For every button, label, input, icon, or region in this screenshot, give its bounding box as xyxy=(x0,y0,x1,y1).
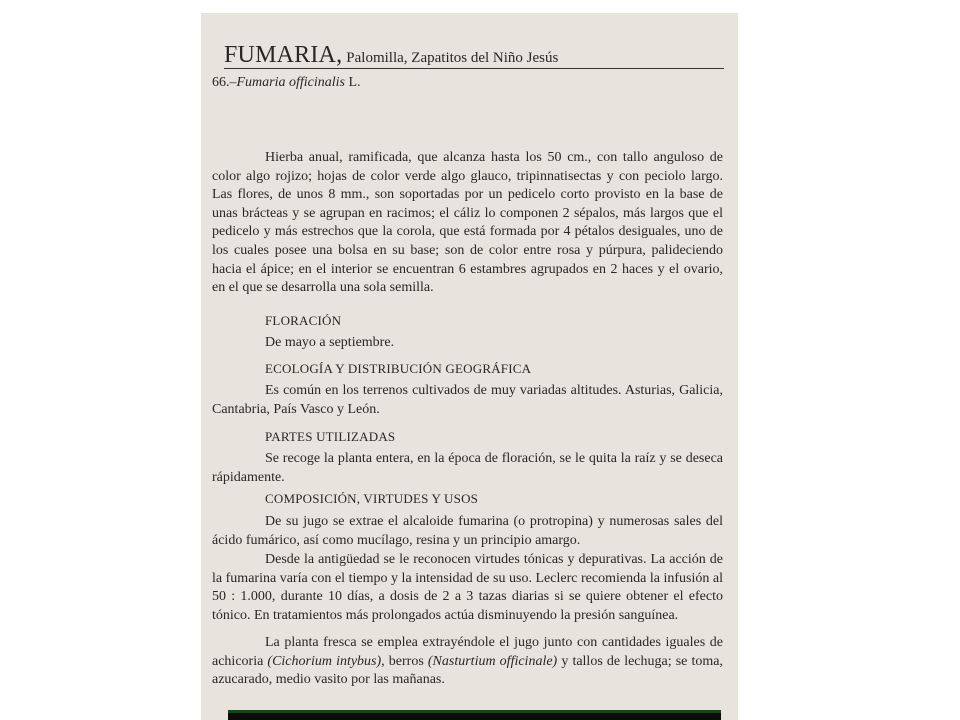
genus-title: FUMARIA, xyxy=(224,42,343,68)
heading-partes: PARTES UTILIZADAS xyxy=(265,429,396,444)
footer-green-edge xyxy=(228,710,721,713)
floracion-text: De mayo a septiembre. xyxy=(265,335,395,350)
species-name: Fumaria officinalis xyxy=(236,75,345,90)
composicion-paragraph-3 xyxy=(212,634,723,690)
p3-text-c: berros xyxy=(384,653,428,669)
species-line xyxy=(212,75,361,91)
footer-image-strip xyxy=(228,710,721,720)
p3-latin-cichorium: (Cichorium intybus), xyxy=(267,653,385,669)
common-names: Palomilla, Zapatitos del Niño Jesús xyxy=(346,50,559,66)
species-number: 66.– xyxy=(212,75,237,90)
heading-composicion: COMPOSICIÓN, VIRTUDES Y USOS xyxy=(265,491,479,506)
p3-latin-nasturtium: (Nasturtium officinale) xyxy=(427,653,558,669)
description-paragraph: Hierba anual, ramificada, que alcanza hasta los 50 cm., con tallo anguloso de color algo rojizo; hojas de color verde algo glauco, tripinnatisectas y con peciolo largo. Las flores, de unos 8 mm., son soportadas por un pedicelo corto provisto en la base de unas brácteas y se agrupan en racimos; el cáliz lo componen 2 sépalos, más largos que el pedicelo y más estrechos que la corola, que está formada por 4 pétalos desiguales, uno de los cuales posee una bolsa en su base; son de color entre rosa y púrpura, palideciendo hacia el ápice; en el interior se encuentran 6 estambres agrupados en 2 haces y el ovario, en el que se desarrolla una sola semilla. xyxy=(212,150,723,296)
p3-text-a: La planta fresca se emplea extrayéndole el jugo junto con cantidades iguales de achicoria xyxy=(212,635,723,669)
composicion-paragraph-1: De su jugo se extrae el alcaloide fumarina (o protropina) y numerosas sales del ácido fumárico, así como mucílago, resina y un principio amargo. xyxy=(212,514,723,548)
header-rule xyxy=(224,68,724,69)
partes-text: Se recoge la planta entera, en la época de floración, se le quita la raíz y se deseca rápidamente. xyxy=(212,451,723,485)
page-header xyxy=(224,42,724,69)
p3-text-e: y tallos de lechuga; se toma, azucarado, medio vasito por las mañanas. xyxy=(212,653,723,688)
ecologia-text: Es común en los terrenos cultivados de muy variadas altitudes. Asturias, Galicia, Cantabria, País Vasco y León. xyxy=(212,383,723,417)
species-author: L. xyxy=(348,75,361,90)
heading-ecologia: ECOLOGÍA Y DISTRIBUCIÓN GEOGRÁFICA xyxy=(265,361,532,376)
heading-floracion: FLORACIÓN xyxy=(265,313,342,328)
composicion-paragraph-2: Desde la antigüedad se le reconocen virtudes tónicas y depurativas. La acción de la fumarina varía con el tiempo y la intensidad de su uso. Leclerc recomienda la infusión al 50 : 1.000, durante 10 días, a dosis de 2 a 3 tazas diarias si se quiere obtener el efecto tónico. En tratamientos más prolongados actúa disminuyendo la presión sanguínea. xyxy=(212,552,723,623)
book-page xyxy=(201,13,738,720)
